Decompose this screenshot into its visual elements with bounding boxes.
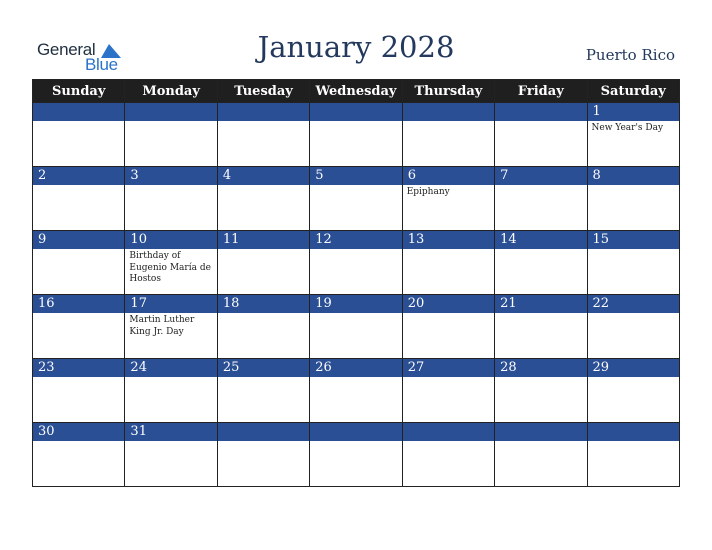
week-row <box>33 423 680 487</box>
day-number: 18 <box>218 295 309 313</box>
day-cell <box>402 423 494 487</box>
holiday-label: Martin Luther King Jr. Day <box>129 315 195 337</box>
day-number: 8 <box>588 167 679 185</box>
day-cell <box>125 103 217 167</box>
day-cell <box>125 231 217 295</box>
day-number <box>495 103 586 121</box>
holiday-label: Epiphany <box>406 187 450 197</box>
day-number <box>125 103 216 121</box>
day-cell <box>587 231 679 295</box>
day-cell <box>217 359 309 423</box>
day-number: 27 <box>403 359 494 377</box>
day-number <box>588 423 679 441</box>
week-row <box>33 103 680 167</box>
day-number: 21 <box>495 295 586 313</box>
day-cell <box>125 423 217 487</box>
day-cell <box>495 359 587 423</box>
logo-text-blue: Blue <box>85 55 118 74</box>
calendar-body <box>33 103 680 487</box>
day-number: 31 <box>125 423 216 441</box>
day-number: 3 <box>125 167 216 185</box>
day-number: 28 <box>495 359 586 377</box>
day-cell <box>33 359 125 423</box>
region-label: Puerto Rico <box>585 46 675 64</box>
day-cell <box>125 295 217 359</box>
day-cell <box>217 295 309 359</box>
calendar-title: January 2028 <box>257 30 455 64</box>
day-cell <box>125 359 217 423</box>
day-number <box>218 423 309 441</box>
day-cell <box>587 167 679 231</box>
day-cell <box>402 231 494 295</box>
day-cell <box>495 231 587 295</box>
day-number: 19 <box>310 295 401 313</box>
day-cell <box>310 423 402 487</box>
day-number: 20 <box>403 295 494 313</box>
week-row <box>33 359 680 423</box>
day-number: 9 <box>33 231 124 249</box>
day-number: 14 <box>495 231 586 249</box>
day-number: 30 <box>33 423 124 441</box>
day-cell <box>310 103 402 167</box>
day-number: 4 <box>218 167 309 185</box>
calendar-grid <box>32 79 680 487</box>
day-number: 7 <box>495 167 586 185</box>
day-cell <box>310 167 402 231</box>
day-number: 12 <box>310 231 401 249</box>
logo-text-general: General <box>37 40 96 59</box>
day-cell <box>587 359 679 423</box>
day-cell <box>125 167 217 231</box>
day-cell <box>402 167 494 231</box>
day-number: 15 <box>588 231 679 249</box>
weekday-header: Monday <box>125 80 217 103</box>
day-cell <box>587 423 679 487</box>
day-number: 10 <box>125 231 216 249</box>
day-cell <box>587 103 679 167</box>
day-cell <box>217 103 309 167</box>
week-row <box>33 295 680 359</box>
day-cell <box>310 231 402 295</box>
day-number: 24 <box>125 359 216 377</box>
day-number <box>403 103 494 121</box>
day-number <box>218 103 309 121</box>
day-number: 26 <box>310 359 401 377</box>
day-cell <box>33 103 125 167</box>
day-number <box>33 103 124 121</box>
day-number: 16 <box>33 295 124 313</box>
day-cell <box>587 295 679 359</box>
weekday-header: Saturday <box>587 80 679 103</box>
day-cell <box>310 359 402 423</box>
day-number: 13 <box>403 231 494 249</box>
day-cell <box>402 295 494 359</box>
day-cell <box>33 231 125 295</box>
day-number: 22 <box>588 295 679 313</box>
week-row <box>33 231 680 295</box>
day-number: 1 <box>588 103 679 121</box>
day-number <box>310 423 401 441</box>
day-number <box>310 103 401 121</box>
day-number: 29 <box>588 359 679 377</box>
holiday-label: Birthday of Eugenio María de Hostos <box>129 251 211 284</box>
day-cell <box>495 167 587 231</box>
day-cell <box>217 231 309 295</box>
weekday-header: Sunday <box>33 80 125 103</box>
day-number <box>495 423 586 441</box>
day-cell <box>33 423 125 487</box>
day-cell <box>495 103 587 167</box>
week-row <box>33 167 680 231</box>
weekday-header-row <box>33 80 680 103</box>
day-cell <box>33 167 125 231</box>
weekday-header: Tuesday <box>217 80 309 103</box>
day-cell <box>217 423 309 487</box>
holiday-label: New Year's Day <box>591 123 664 133</box>
day-cell <box>217 167 309 231</box>
day-number: 6 <box>403 167 494 185</box>
weekday-header: Thursday <box>402 80 494 103</box>
day-number: 2 <box>33 167 124 185</box>
day-cell <box>310 295 402 359</box>
day-cell <box>402 103 494 167</box>
day-number: 5 <box>310 167 401 185</box>
day-number <box>403 423 494 441</box>
weekday-header: Friday <box>495 80 587 103</box>
day-cell <box>495 295 587 359</box>
day-cell <box>402 359 494 423</box>
day-cell <box>33 295 125 359</box>
day-number: 11 <box>218 231 309 249</box>
day-number: 23 <box>33 359 124 377</box>
weekday-header: Wednesday <box>310 80 402 103</box>
day-number: 17 <box>125 295 216 313</box>
day-number: 25 <box>218 359 309 377</box>
day-cell <box>495 423 587 487</box>
